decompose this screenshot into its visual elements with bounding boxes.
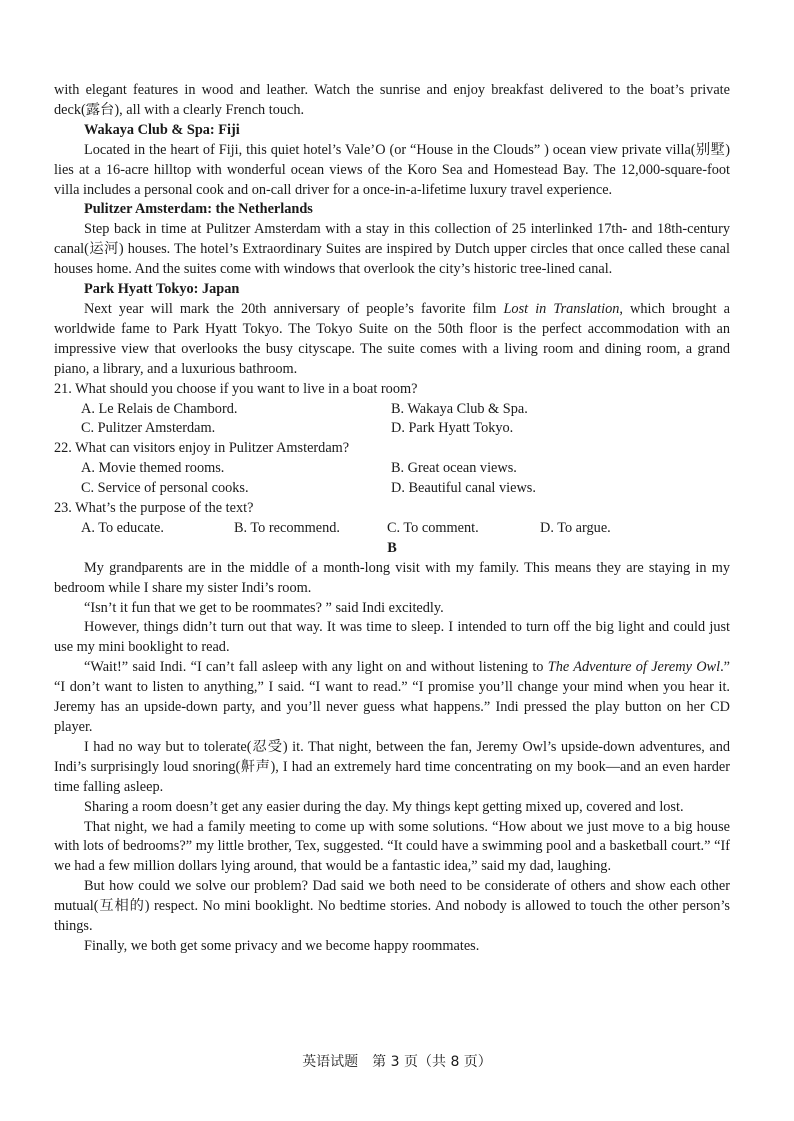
section-b-label: B <box>387 539 397 556</box>
p4-after: .” “I don’t want to listen to anything,” I said. “I want to read.” “I promise you’ll change your mind when you hear it. Jeremy has an upside-down party, and you’ll never guess what happens.” Indi pressed the play button on her CD player. <box>54 659 730 735</box>
option-22-b: B. Great ocean views. <box>391 460 517 477</box>
passage-b-paragraph-2: “Isn’t it fun that we get to be roommates? ” said Indi excitedly. <box>84 599 444 616</box>
hotel-text-pulitzer: Step back in time at Pulitzer Amsterdam with a stay in this collection of 25 interlinked 17th- and 18th-century canal(运河) houses. The hotel’s Extraordinary Suites are inspired by Dutch upper circles that once called these canal houses home. And the suites come with windows that overlook the city’s historic tree-lined canal. <box>54 221 730 278</box>
option-22-c: C. Service of personal cooks. <box>81 480 249 497</box>
passage-b-paragraph-4 <box>54 658 730 738</box>
option-23-c: C. To comment. <box>387 519 479 536</box>
question-22-stem: 22. What can visitors enjoy in Pulitzer Amsterdam? <box>54 440 350 457</box>
option-23-b: B. To recommend. <box>234 519 340 536</box>
page-footer: 英语试题 第 3 页（共 8 页） <box>302 1054 492 1070</box>
passage-b-paragraph-9: Finally, we both get some privacy and we become happy roommates. <box>84 937 480 954</box>
hotel-title-hyatt: Park Hyatt Tokyo: Japan <box>84 281 240 298</box>
question-23-options <box>54 519 730 539</box>
question-22-options-row-2 <box>54 479 730 499</box>
option-21-a: A. Le Relais de Chambord. <box>81 400 238 417</box>
hotel-title-pulitzer: Pulitzer Amsterdam: the Netherlands <box>84 201 313 218</box>
passage-b-paragraph-7: That night, we had a family meeting to come up with some solutions. “How about we just move to a big house with lots of bedrooms?” my little brother, Tex, suggested. “It could have a swimming pool and a basketball court.” “If we had a few million dollars lying around, that would be a fantastic idea,” said my dad, laughing. <box>54 818 730 875</box>
hotel-title-wakaya: Wakaya Club & Spa: Fiji <box>84 121 240 138</box>
hyatt-text-before: Next year will mark the 20th anniversary of people’s favorite film <box>84 300 504 317</box>
option-21-c: C. Pulitzer Amsterdam. <box>81 420 216 437</box>
question-21-stem: 21. What should you choose if you want to live in a boat room? <box>54 380 418 397</box>
passage-b-paragraph-1: My grandparents are in the middle of a month-long visit with my family. This means they are staying in my bedroom while I share my sister Indi’s room. <box>54 559 730 596</box>
option-22-d: D. Beautiful canal views. <box>391 480 536 497</box>
option-23-a: A. To educate. <box>81 519 164 536</box>
book-title: The Adventure of Jeremy Owl <box>547 659 721 676</box>
passage-b-paragraph-3: However, things didn’t turn out that way. It was time to sleep. I intended to turn off the big light and could just use my mini booklight to read. <box>54 619 730 656</box>
option-21-b: B. Wakaya Club & Spa. <box>391 400 528 417</box>
hotel-text-hyatt <box>54 300 730 380</box>
p4-before: “Wait!” said Indi. “I can’t fall asleep with any light on and without listening to <box>84 659 548 676</box>
exam-page <box>54 81 730 957</box>
question-22-options-row-1 <box>54 459 730 479</box>
passage-b-paragraph-6: Sharing a room doesn’t get any easier during the day. My things kept getting mixed up, covered and lost. <box>84 798 684 815</box>
hyatt-text-after: , which brought a worldwide fame to Park Hyatt Tokyo. The Tokyo Suite on the 50th floor is the perfect accommodation with an impressive view that overlooks the busy cityscape. The suite comes with a living room and dining room, a grand piano, a library, and a luxurious bathroom. <box>54 300 730 377</box>
passage-a-lead: with elegant features in wood and leather. Watch the sunrise and enjoy breakfast delivered to the boat’s private deck(露台), all with a clearly French touch. <box>54 82 730 118</box>
question-23-stem: 23. What’s the purpose of the text? <box>54 500 254 517</box>
film-title: Lost in Translation <box>503 300 620 317</box>
option-23-d: D. To argue. <box>540 519 611 536</box>
question-21-options-row-1 <box>54 400 730 420</box>
passage-b-paragraph-5: I had no way but to tolerate(忍受) it. That night, between the fan, Jeremy Owl’s upside-down adventures, and Indi’s surprisingly loud snoring(鼾声), I had an extremely hard time concentrating on my book—and an even harder time falling asleep. <box>54 738 730 795</box>
question-21-options-row-2 <box>54 419 730 439</box>
option-21-d: D. Park Hyatt Tokyo. <box>391 420 514 437</box>
hotel-text-wakaya: Located in the heart of Fiji, this quiet hotel’s Vale’O (or “House in the Clouds” ) ocean view private villa(别墅) lies at a 16-acre hilltop with wonderful ocean views of the Koro Sea and Homestead Bay. The 12,000-square-foot villa includes a personal cook and on-call driver for a once-in-a-lifetime luxury travel experience. <box>54 141 730 198</box>
passage-b-paragraph-8: But how could we solve our problem? Dad said we both need to be considerate of others and show each other mutual(互相的) respect. No mini booklight. No bedtime stories. And nobody is allowed to touch the other person’s things. <box>54 878 730 935</box>
option-22-a: A. Movie themed rooms. <box>81 460 225 477</box>
